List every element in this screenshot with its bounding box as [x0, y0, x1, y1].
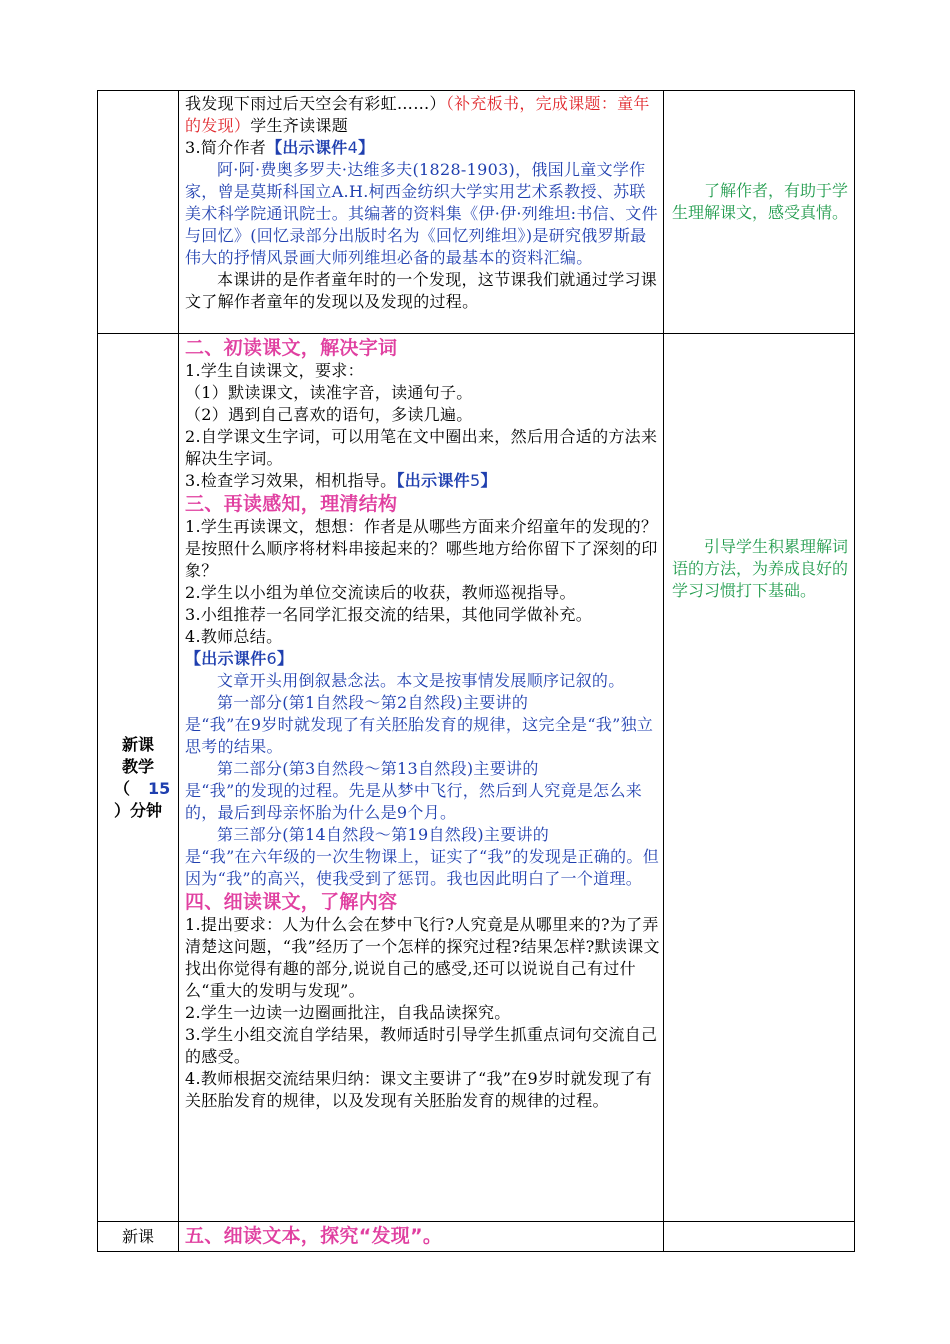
lesson-plan-table — [97, 90, 855, 1252]
author-paragraph: 阿·阿·费奥多罗夫·达维多夫(1828-1903)，俄国儿童文学作家，曾是莫斯科国立A.H.柯西金纺织大学实用艺术系教授、苏联美术科学院通讯院士。其编著的资料集《伊·伊·列维坦:书信、文件与回忆》(回忆录部分出版时名为《回忆列维坦》)是研究俄罗斯最伟大的抒情风景画大师列维坦必备的最基本的资料汇编。 — [185, 160, 658, 267]
closing-paragraph: 本课讲的是作者童年时的一个发现，这节课我们就通过学习课文了解作者童年的发现以及发现的过程。 — [185, 270, 658, 311]
content-cell — [179, 1222, 664, 1252]
note-cell-empty — [664, 1222, 855, 1252]
table-row — [98, 334, 855, 1222]
note-cell — [664, 334, 855, 1222]
section-heading: 四、细读课文，了解内容 — [185, 891, 398, 913]
courseware-tag: 【出示课件4】 — [266, 138, 375, 157]
courseware-tag: 【出示课件5】 — [396, 471, 497, 490]
design-note: 了解作者，有助于学生理解课文，感受真情。 — [672, 181, 849, 222]
table-row — [98, 1222, 855, 1252]
label-cell-empty — [98, 91, 179, 334]
label-cell — [98, 334, 179, 1222]
section-heading: 二、初读课文，解决字词 — [185, 337, 398, 359]
section-label: 新课 教学 （ 15 ）分钟 — [113, 735, 171, 820]
label-cell — [98, 1222, 179, 1252]
note-cell — [664, 91, 855, 334]
content-cell: 二、初读课文，解决字词 1.学生自读课文，要求： （1）默读课文，读准字音，读通句子。 （2）遇到自己喜欢的语句，多读几遍。 2.自学课文生字词，可以用笔在文中圈出来，然后用合适的方法来解决生字词。 3.检查学习效果，相机指导。【出示课件5】 三、再读感知，理清结构 1.学生再读课文，想想：作者是从哪些方面来介绍童年的发现的？是按照什么顺序将材料串接起来的？哪些地方给你留下了深刻的印象？ 2.学生以小组为单位交流读后的收获，教师巡视指导。 3.小组推荐一名同学汇报交流的结果，其他同学做补充。 4.教师总结。 【出示课件6】 文章开头用倒叙悬念法。本文是按事情发展顺序记叙的。 第一部分(第1自然段～第2自然段)主要讲的 是“我”在9岁时就发现了有关胚胎发育的规律，这完全是“我”独立思考的结果。 第二部分(第3自然段～第13自然段)主要讲的 是“我”的发现的过程。先是从梦中飞行，然后到人究竟是怎么来的，最后到母亲怀胎为什么是9个月。 第三部分(第14自然段～第19自然段)主要讲的 是“我”在六年级的一次生物课上，证实了“我”的发现是正确的。但因为“我”的高兴，使我受到了惩罚。我也因此明白了一个道理。 四、细读课文，了解内容 1.提出要求：人为什么会在梦中飞行?人究竟是从哪里来的?为了弄清楚这问题，“我”经历了一个怎样的探究过程?结果怎样?默读课文找出你觉得有趣的部分,说说自己的感受,还可以说说自己有过什么“重大的发明与发现”。 2.学生一边读一边圈画批注，自我品读探究。 3.学生小组交流自学结果，教师适时引导学生抓重点词句交流自己的感受。 4.教师根据交流结果归纳：课文主要讲了“我”在9岁时就发现了有关胚胎发育的规律，以及发现有关胚胎发育的规律的过程。 — [179, 334, 664, 1222]
title-paragraph: 我发现下雨过后天空会有彩虹……）（补充板书，完成课题：童年的发现）学生齐读课题 — [185, 94, 650, 135]
content-cell — [179, 91, 664, 334]
design-note: 引导学生积累理解词语的方法，为养成良好的学习习惯打下基础。 — [672, 537, 849, 600]
section-heading: 五、细读文本，探究“发现”。 — [185, 1225, 443, 1247]
author-intro-line: 3.简介作者【出示课件4】 — [185, 138, 375, 157]
courseware-tag: 【出示课件6】 — [185, 649, 294, 668]
table-row — [98, 91, 855, 334]
section-label: 新课 — [121, 1227, 154, 1246]
section-heading: 三、再读感知，理清结构 — [185, 493, 398, 515]
